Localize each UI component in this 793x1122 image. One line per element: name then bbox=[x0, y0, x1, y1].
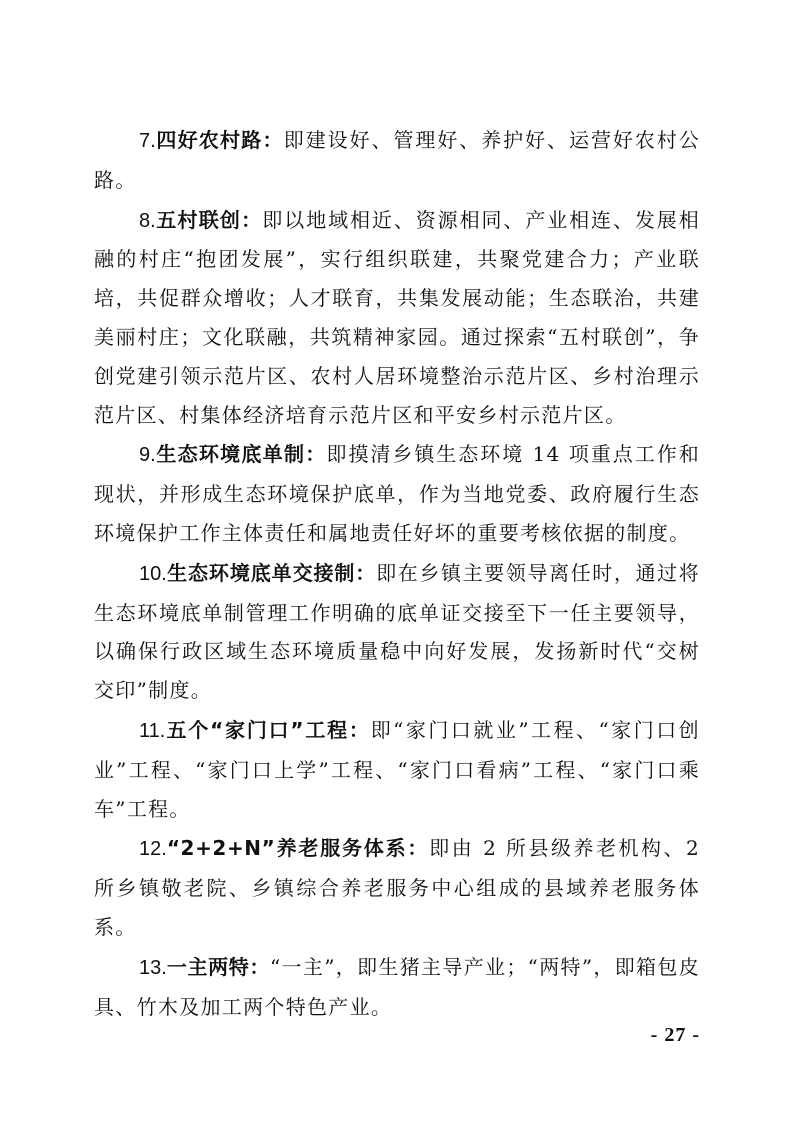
item-definition: 即摸清乡镇生态环境 14 项重点工作和现状，并形成生态环境保护底单，作为当地党委、政府履行生态环境保护工作主体责任和属地责任好坏的重要考核依据的制度。 bbox=[94, 442, 700, 545]
term-item-10 bbox=[94, 554, 700, 710]
item-term: 四好农村路： bbox=[155, 128, 284, 152]
item-term: 五个“家门口”工程： bbox=[165, 717, 371, 742]
term-item-7 bbox=[94, 121, 700, 200]
term-item-12 bbox=[94, 829, 700, 946]
item-number: 8. bbox=[139, 209, 156, 232]
item-definition: “一主”，即生猪主导产业；“两特”，即箱包皮具、竹木及加工两个特色产业。 bbox=[94, 954, 701, 1019]
term-item-13 bbox=[94, 948, 700, 1027]
item-number: 10. bbox=[139, 562, 167, 585]
term-item-8 bbox=[94, 201, 700, 435]
item-term: “2+2+N”养老服务体系： bbox=[166, 836, 430, 861]
item-term: 一主两特： bbox=[166, 954, 270, 979]
item-term: 生态环境底单制： bbox=[155, 442, 327, 467]
term-item-11 bbox=[94, 711, 700, 828]
document-body bbox=[94, 121, 700, 1027]
item-number: 11. bbox=[139, 719, 166, 742]
item-term: 五村联创： bbox=[155, 207, 263, 232]
item-number: 13. bbox=[139, 956, 167, 979]
item-definition: 即“家门口就业”工程、“家门口创业”工程、“家门口上学”工程、“家门口看病”工程、“家门口乘车”工程。 bbox=[94, 717, 700, 821]
item-number: 7. bbox=[139, 130, 156, 152]
item-definition: 即在乡镇主要领导离任时，通过将生态环境底单制管理工作明确的底单证交接至下一任主要领导，以确保行政区域生态环境质量稳中向好发展，发扬新时代“交树交印”制度。 bbox=[94, 560, 701, 703]
item-number: 9. bbox=[139, 444, 156, 467]
term-item-9 bbox=[94, 435, 700, 552]
item-number: 12. bbox=[139, 838, 167, 861]
page-number: - 27 - bbox=[650, 1024, 700, 1046]
item-definition: 即以地域相近、资源相同、产业相连、发展相融的村庄“抱团发展”，实行组织联建，共聚党建合力；产业联培，共促群众增收；人才联育，共集发展动能；生态联治，共建美丽村庄；文化联融，共筑精神家园。通过探索“五村联创”，争创党建引领示范片区、农村人居环境整治示范片区、乡村治理示范片区、村集体经济培育示范片区和平安乡村示范片区。 bbox=[94, 207, 701, 427]
item-definition: 即由 2 所县级养老机构、2 所乡镇敬老院、乡镇综合养老服务中心组成的县域养老服务体系。 bbox=[94, 836, 700, 939]
item-definition: 即建设好、管理好、养护好、运营好农村公路。 bbox=[94, 128, 701, 192]
item-term: 生态环境底单交接制： bbox=[166, 560, 377, 585]
